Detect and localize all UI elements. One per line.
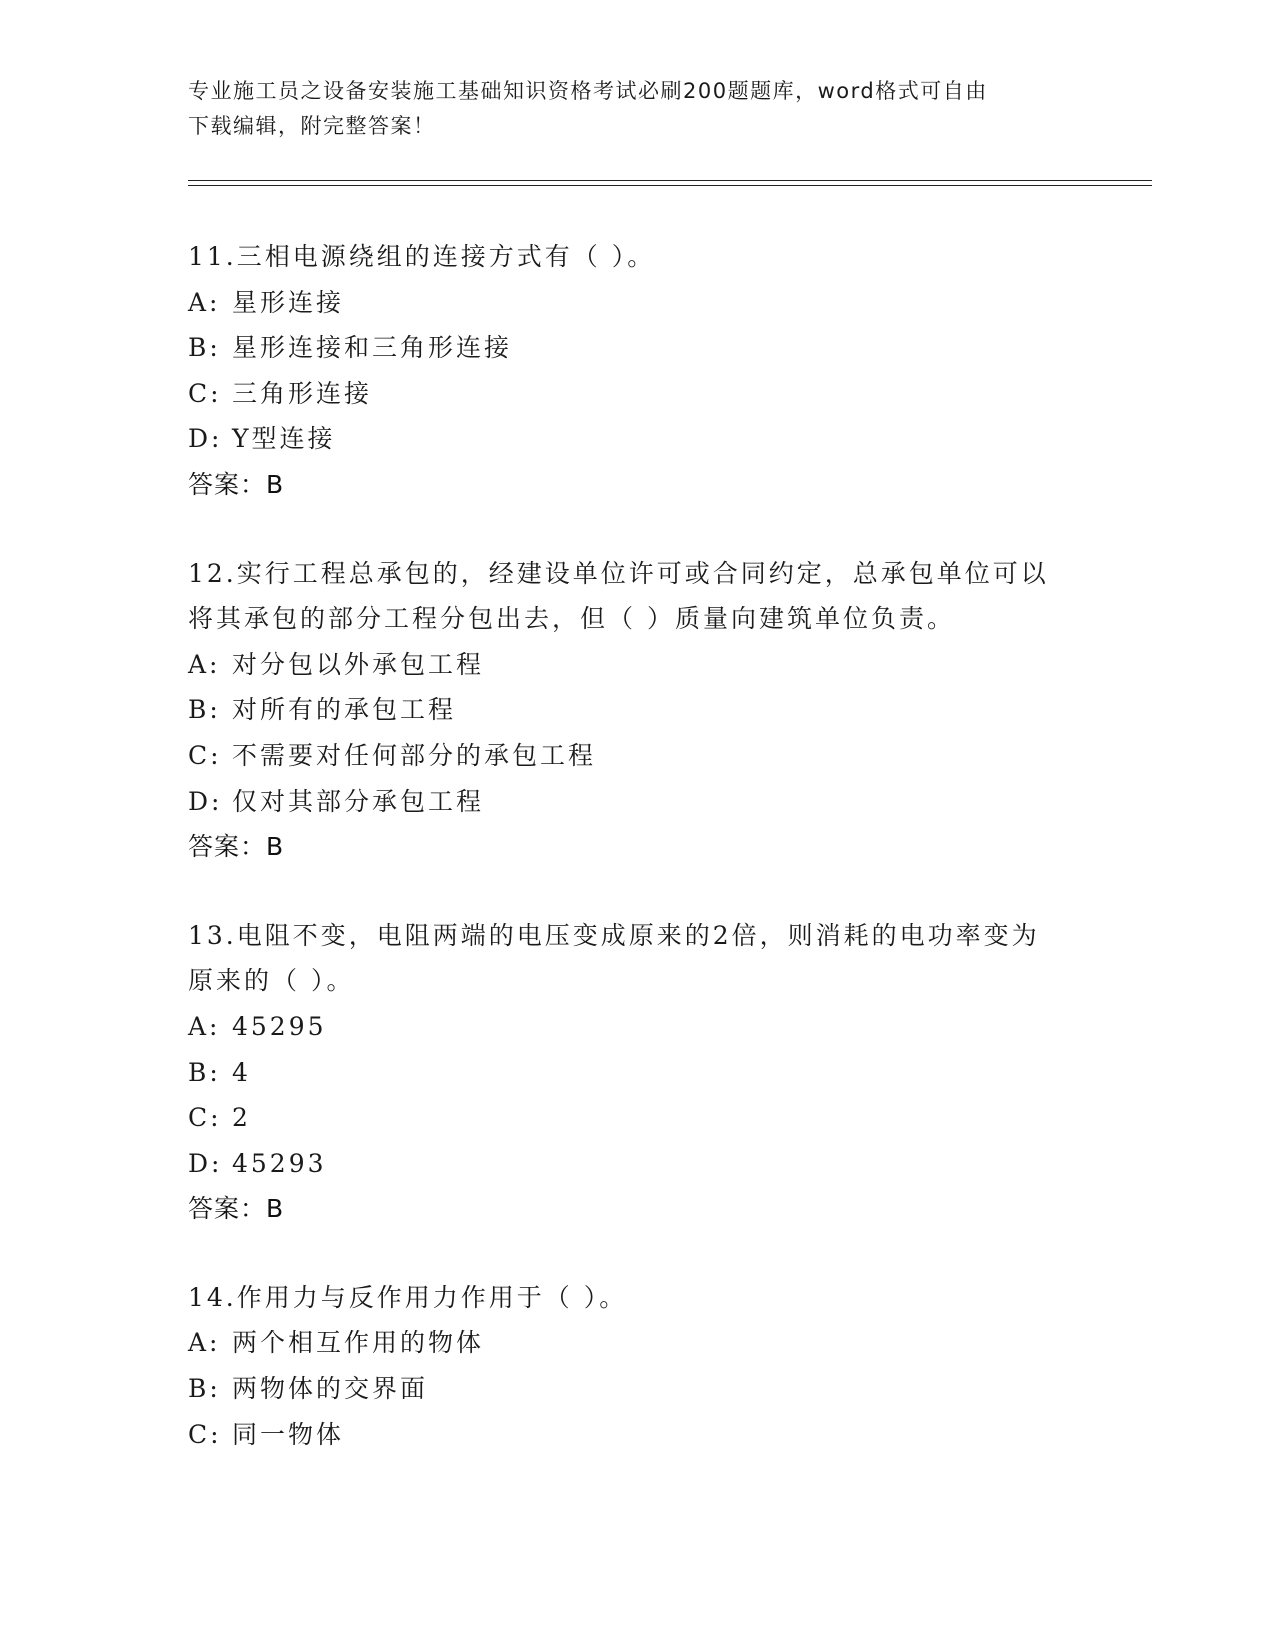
question-answer: 答案：B	[188, 469, 285, 499]
question-stem: 13.电阻不变，电阻两端的电压变成原来的2倍，则消耗的电功率变为	[188, 920, 1040, 950]
option-key: C:	[188, 1103, 222, 1133]
question-option	[188, 280, 1088, 326]
option-key: D:	[188, 424, 223, 454]
question-option	[188, 687, 1088, 733]
question-option	[188, 1412, 1088, 1458]
option-key: D:	[188, 786, 223, 816]
option-text: 4	[232, 1057, 251, 1087]
option-text: 仅对其部分承包工程	[232, 786, 485, 816]
question-option	[188, 779, 1088, 825]
question-option	[188, 1141, 1088, 1187]
question-answer: 答案：B	[188, 1194, 285, 1224]
header-divider	[188, 180, 1152, 186]
question-option	[188, 733, 1088, 779]
option-text: 同一物体	[232, 1419, 345, 1449]
option-key: B:	[188, 1374, 221, 1404]
option-text: 星形连接和三角形连接	[232, 333, 513, 363]
question-option	[188, 416, 1088, 462]
question-stem: 12.实行工程总承包的，经建设单位许可或合同约定，总承包单位可以	[188, 558, 1049, 588]
option-key: A:	[188, 1011, 221, 1041]
option-text: 两物体的交界面	[232, 1374, 429, 1404]
question-stem: 将其承包的部分工程分包出去，但（ ）质量向建筑单位负责。	[188, 604, 955, 634]
option-text: 对分包以外承包工程	[232, 649, 485, 679]
question-item	[188, 913, 1088, 1232]
question-option	[188, 642, 1088, 688]
header-line-2: 下载编辑，附完整答案！	[188, 114, 436, 138]
question-stem: 11.三相电源绕组的连接方式有（ ）。	[188, 242, 656, 271]
document-header	[188, 74, 1088, 144]
question-option	[188, 1366, 1088, 1412]
option-text: Y型连接	[232, 424, 336, 454]
option-key: B:	[188, 1057, 221, 1087]
question-option	[188, 1320, 1088, 1366]
option-text: 2	[232, 1103, 251, 1133]
option-key: A:	[188, 649, 221, 679]
option-text: 不需要对任何部分的承包工程	[232, 740, 597, 770]
option-key: C:	[188, 740, 222, 770]
question-item	[188, 1275, 1088, 1457]
option-text: 星形连接	[232, 287, 345, 317]
question-option	[188, 325, 1088, 371]
option-key: A:	[188, 287, 221, 317]
question-list	[188, 234, 1088, 1500]
question-stem: 14.作用力与反作用力作用于（ ）。	[188, 1282, 628, 1312]
header-line-1: 专业施工员之设备安装施工基础知识资格考试必刷200题题库，word格式可自由	[188, 79, 988, 103]
option-text: 45293	[232, 1148, 327, 1178]
option-key: D:	[188, 1148, 223, 1178]
option-text: 三角形连接	[232, 378, 373, 408]
question-answer: 答案：B	[188, 832, 285, 862]
question-option	[188, 1095, 1088, 1141]
option-key: B:	[188, 333, 221, 363]
question-stem: 原来的（ ）。	[188, 966, 355, 996]
question-option	[188, 1004, 1088, 1050]
option-text: 两个相互作用的物体	[232, 1328, 485, 1358]
option-key: B:	[188, 695, 221, 725]
question-item	[188, 551, 1088, 870]
option-text: 45295	[232, 1011, 327, 1041]
option-text: 对所有的承包工程	[232, 695, 457, 725]
option-key: C:	[188, 1419, 222, 1449]
question-option	[188, 1050, 1088, 1096]
option-key: C:	[188, 378, 222, 408]
question-option	[188, 371, 1088, 417]
question-item	[188, 234, 1088, 508]
option-key: A:	[188, 1328, 221, 1358]
